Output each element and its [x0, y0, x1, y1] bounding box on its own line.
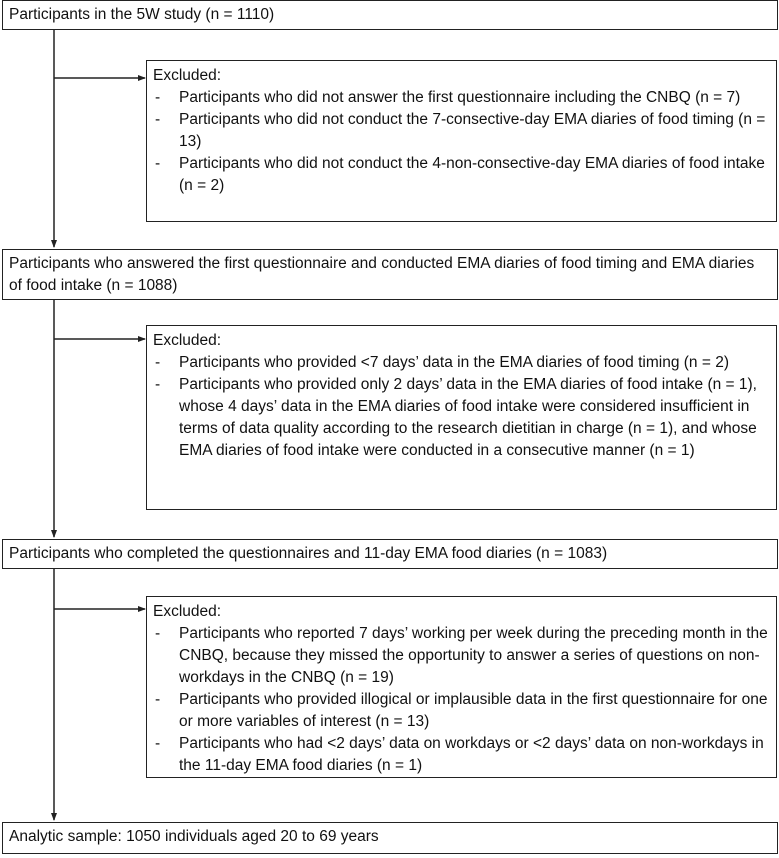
step-box-answered	[2, 249, 778, 300]
exclusion-item: - Participants who did not answer the first questionnaire including the CNBQ (n = 7)	[153, 87, 770, 109]
step-text: Participants who answered the first questionnaire and conducted EMA diaries of food timing and EMA diaries of food intake (n = 1088)	[9, 255, 755, 294]
bullet-dash-icon: -	[155, 111, 161, 128]
step-box-completed	[2, 539, 778, 569]
bullet-dash-icon: -	[155, 625, 161, 642]
exclusion-list	[153, 623, 770, 777]
bullet-dash-icon: -	[155, 354, 161, 371]
exclusion-item: - Participants who provided illogical or implausible data in the first questionnaire for one or more variables of interest (n = 13)	[155, 691, 768, 730]
bullet-dash-icon: -	[155, 376, 161, 393]
exclusion-title: Excluded:	[153, 603, 222, 620]
exclusion-item: - Participants who did not conduct the 7-consective-day EMA diaries of food timing (n = 13)	[155, 111, 766, 150]
bullet-dash-icon: -	[155, 735, 161, 752]
exclusion-title: Excluded:	[153, 332, 222, 349]
bullet-dash-icon: -	[155, 691, 161, 708]
bullet-dash-icon: -	[155, 89, 161, 106]
exclusion-box-2	[146, 325, 777, 510]
exclusion-list	[153, 87, 770, 197]
exclusion-item: - Participants who provided <7 days’ data in the EMA diaries of food timing (n = 2)	[153, 352, 770, 374]
bullet-dash-icon: -	[155, 155, 161, 172]
exclusion-item: - Participants who reported 7 days’ working per week during the preceding month in the CNBQ, because they missed the opportunity to answer a series of questions on non-workdays in the CNBQ (n = 19)	[155, 625, 768, 686]
step-box-analytic-sample	[2, 822, 778, 854]
exclusion-item: - Participants who provided only 2 days’ data in the EMA diaries of food intake (n = 1), whose 4 days’ data in the EMA diaries of food intake were considered insufficient in terms of data quality according to the research dietitian in charge (n = 1), and whose EMA diaries of food intake were conducted in a consecutive manner (n = 1)	[155, 376, 757, 459]
exclusion-title: Excluded:	[153, 67, 222, 84]
exclusion-box-1	[146, 60, 777, 222]
step-text: Analytic sample: 1050 individuals aged 20 to 69 years	[9, 828, 379, 845]
exclusion-box-3	[146, 596, 777, 778]
step-box-enrolled	[2, 0, 778, 30]
step-text: Participants in the 5W study (n = 1110)	[9, 6, 275, 23]
exclusion-list	[153, 352, 770, 462]
exclusion-item: - Participants who did not conduct the 4-non-consective-day EMA diaries of food intake (n = 2)	[155, 155, 765, 194]
step-text: Participants who completed the questionnaires and 11-day EMA food diaries (n = 1083)	[9, 545, 608, 562]
exclusion-item: - Participants who had <2 days’ data on workdays or <2 days’ data on non-workdays in the 11-day EMA food diaries (n = 1)	[155, 735, 764, 774]
